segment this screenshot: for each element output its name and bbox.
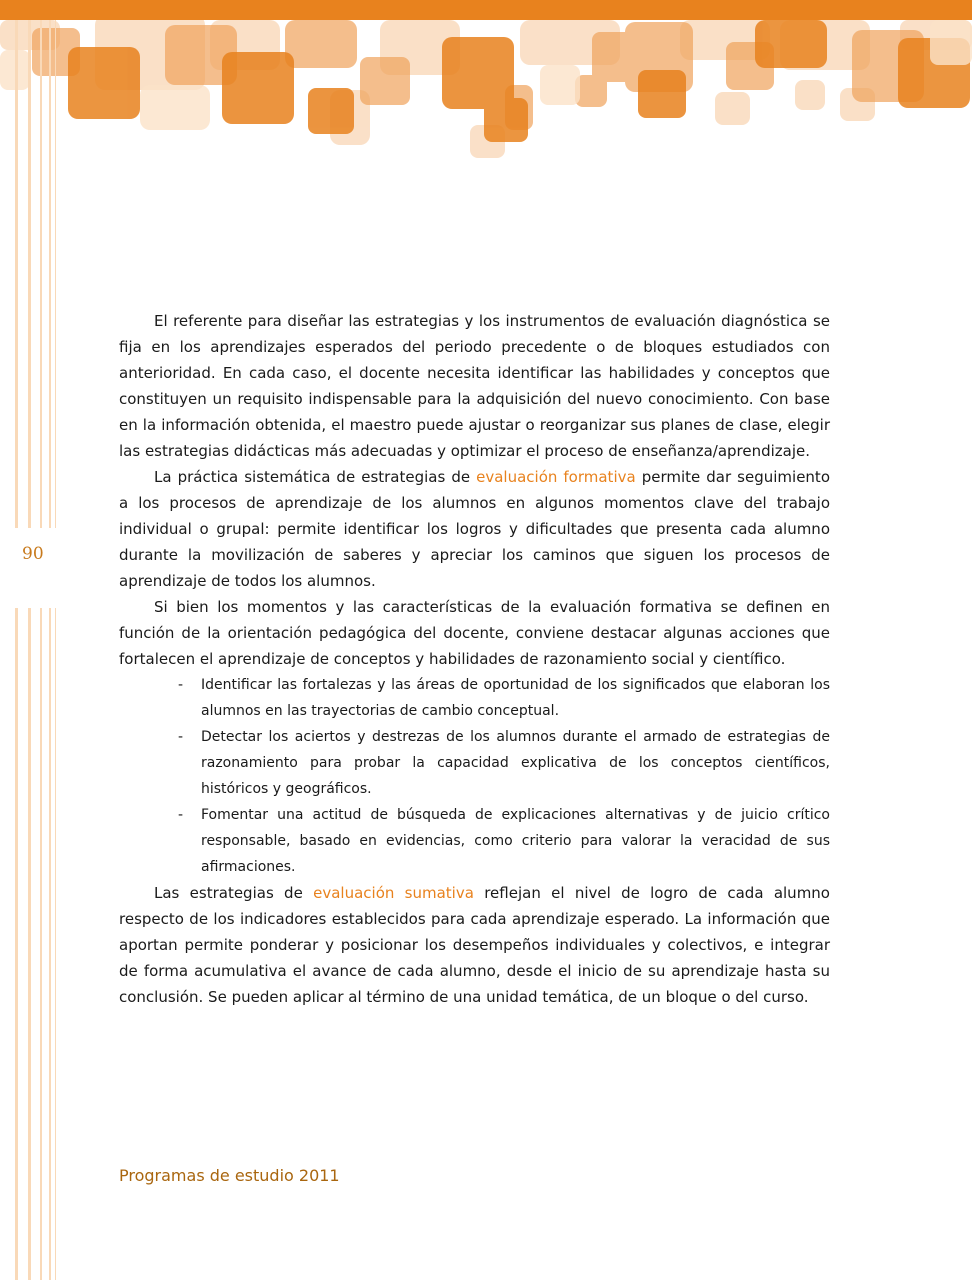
paragraph-text: reflejan el nivel de logro de cada alumno respecto de los indicadores establecidos para cada aprendizaje esperado. La información que aportan permite ponderar y posicionar los desempeños individuales y colectivos, e integrar de forma acumulativa el avance de cada alumno, desde el inicio de su aprendizaje hasta su conclusión. Se pueden aplicar al término de una unidad temática, de un bloque o del curso.: [119, 884, 830, 1006]
decorative-squares-banner: [0, 20, 972, 165]
footer-title: Programas de estudio 2011: [119, 1166, 340, 1185]
paragraph-diagnostic: [119, 308, 830, 464]
paragraph-text: El referente para diseñar las estrategias y los instrumentos de evaluación diagnóstica se fija en los aprendizajes esperados del periodo precedente o de bloques estudiados con anterioridad. En cada caso, el docente necesita identificar las habilidades y conceptos que constituyen un requisito indispensable para la adquisición del nuevo conocimiento. Con base en la información obtenida, el maestro puede ajustar o reorganizar sus planes de clase, elegir las estrategias didácticas más adecuadas y optimizar el proceso de enseñanza/aprendizaje.: [119, 312, 830, 460]
paragraph-actions: [119, 594, 830, 672]
paragraph-text: La práctica sistemática de estrategias de: [154, 468, 477, 486]
paragraph-formative: [119, 464, 830, 594]
action-list: [119, 672, 830, 880]
header-bar: [0, 0, 972, 20]
paragraph-text: Si bien los momentos y las características de la evaluación formativa se definen en función de la orientación pedagógica del docente, conviene destacar algunas acciones que fortalecen el aprendizaje de conceptos y habilidades de razonamiento social y científico.: [119, 598, 830, 668]
paragraph-text: permite dar seguimiento a los procesos de aprendizaje de los alumnos en algunos momentos clave del trabajo individual o grupal: permite identificar los logros y dificultades que presenta cada alumno durante la movilización de saberes y apreciar los caminos que siguen los procesos de aprendizaje de todos los alumnos.: [119, 468, 830, 590]
side-stripes: [15, 20, 60, 1280]
highlight-term: evaluación formativa: [476, 468, 636, 486]
list-item: - Identificar las fortalezas y las áreas de oportunidad de los significados que elaboran los alumnos en las trayectorias de cambio conceptual.: [201, 672, 830, 724]
highlight-term: evaluación sumativa: [313, 884, 474, 902]
page-number: 90: [22, 544, 44, 564]
list-item: - Fomentar una actitud de búsqueda de explicaciones alternativas y de juicio crítico responsable, basado en evidencias, como criterio para valorar la veracidad de sus afirmaciones.: [201, 802, 830, 880]
paragraph-summative: [119, 880, 830, 1010]
list-item: - Detectar los aciertos y destrezas de los alumnos durante el armado de estrategias de razonamiento para probar la capacidad explicativa de los conceptos científicos, históricos y geográficos.: [201, 724, 830, 802]
body-text: [119, 308, 830, 1010]
paragraph-text: Las estrategias de: [154, 884, 314, 902]
